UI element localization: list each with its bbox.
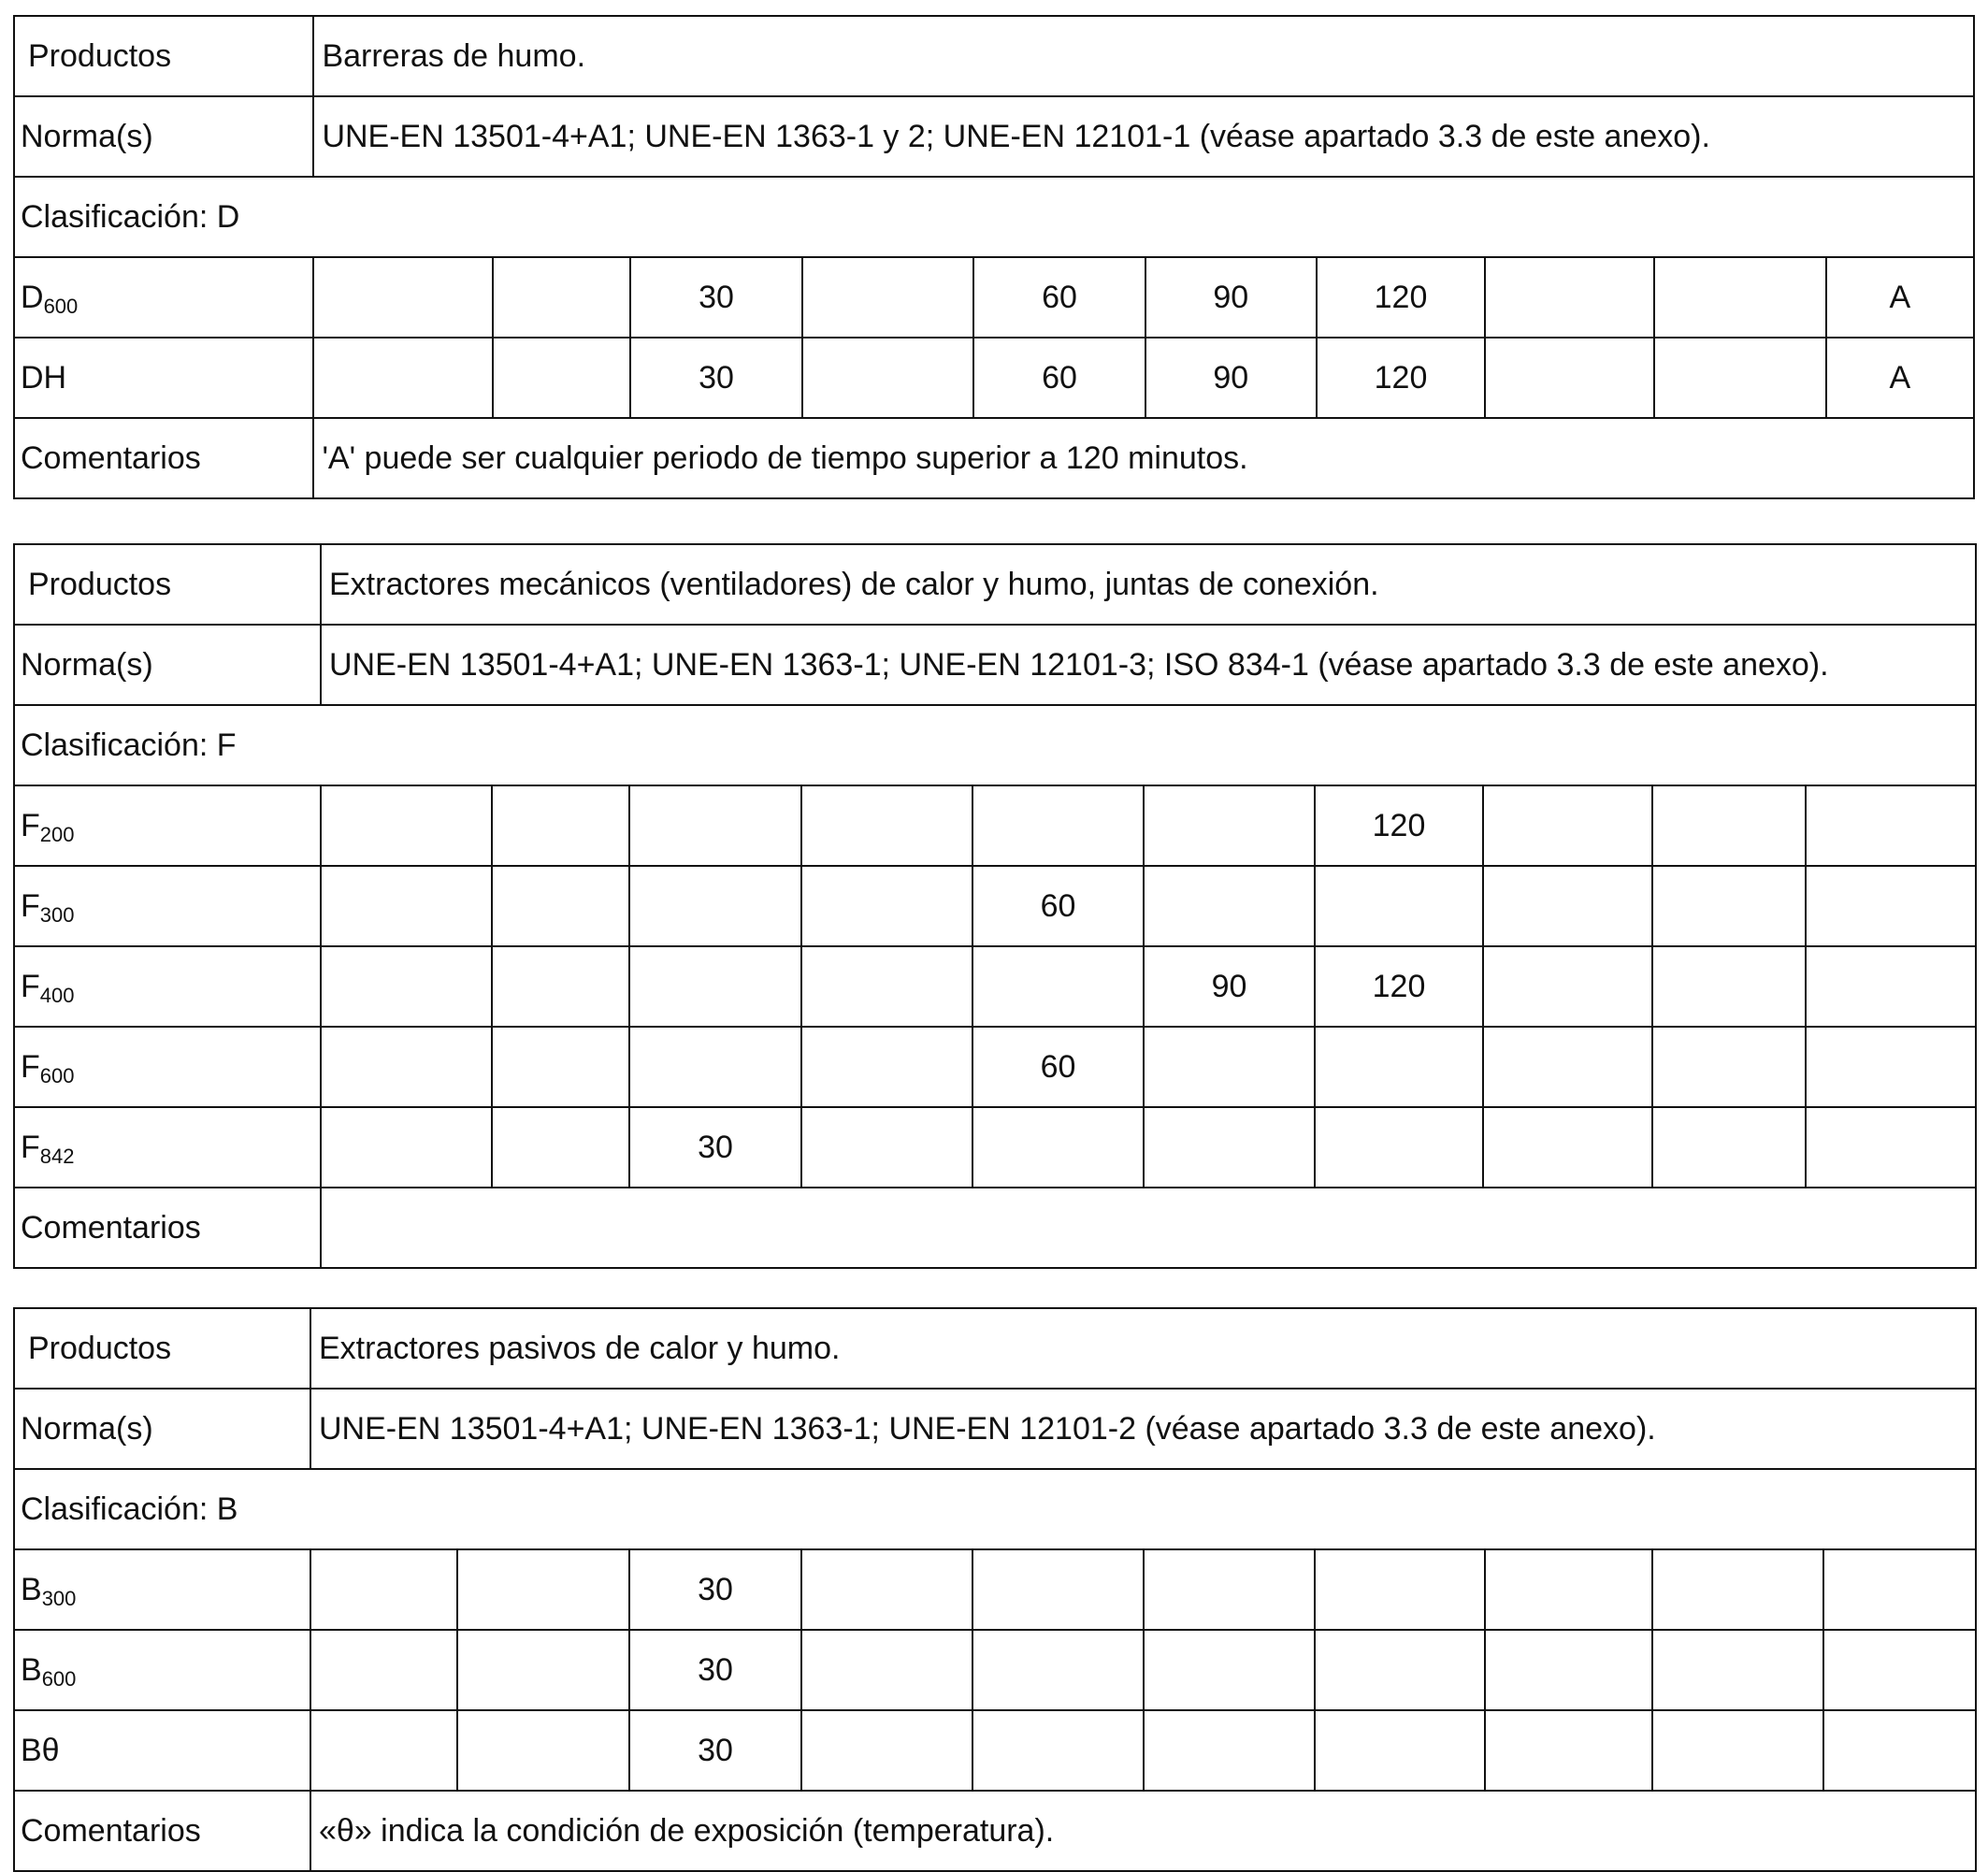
class-label — [14, 1549, 310, 1630]
class-value-cell — [1483, 1107, 1652, 1188]
class-value-cell: 30 — [629, 1107, 801, 1188]
norms-row — [14, 1389, 1976, 1469]
class-value-cell — [802, 257, 973, 338]
class-value-cell — [457, 1710, 629, 1791]
class-row — [14, 1630, 1976, 1710]
class-value-cell — [1483, 946, 1652, 1027]
class-label-subscript: 200 — [39, 822, 75, 846]
class-value-cell — [1315, 1027, 1483, 1107]
norms-row — [14, 625, 1976, 705]
class-row — [14, 946, 1976, 1027]
class-label-subscript: 600 — [41, 1666, 77, 1691]
class-value-cell — [1144, 1027, 1315, 1107]
class-value-cell — [1806, 946, 1976, 1027]
class-label — [14, 257, 313, 338]
class-label-main: Bθ — [21, 1732, 60, 1768]
class-value-cell — [1485, 1710, 1652, 1791]
classification-title: Clasificación: F — [14, 705, 1976, 785]
class-value-cell — [1652, 866, 1806, 946]
class-value-cell — [801, 946, 972, 1027]
class-value-cell — [1485, 338, 1654, 418]
products-row — [14, 1308, 1976, 1389]
class-value-cell — [1144, 1710, 1315, 1791]
classification-row — [14, 1469, 1976, 1549]
class-value-cell: 30 — [629, 1710, 801, 1791]
class-value-cell: 60 — [973, 257, 1145, 338]
class-value-cell — [972, 1710, 1144, 1791]
comments-row — [14, 1791, 1976, 1871]
class-row — [14, 1107, 1976, 1188]
class-row — [14, 785, 1976, 866]
class-label-subscript: 300 — [41, 1586, 77, 1610]
class-value-cell — [629, 866, 801, 946]
class-value-cell — [1654, 338, 1825, 418]
class-value-cell: A — [1826, 338, 1974, 418]
comments-row — [14, 418, 1974, 498]
class-value-cell — [1652, 785, 1806, 866]
class-value-cell: 120 — [1317, 257, 1485, 338]
class-value-cell: 120 — [1317, 338, 1485, 418]
class-value-cell — [801, 1027, 972, 1107]
class-value-cell — [1485, 1630, 1652, 1710]
class-value-cell: 60 — [972, 1027, 1144, 1107]
class-value-cell — [1315, 1549, 1485, 1630]
class-value-cell: 90 — [1145, 257, 1317, 338]
class-value-cell — [1652, 1549, 1823, 1630]
class-value-cell: 90 — [1144, 946, 1315, 1027]
class-label-main: F — [21, 887, 40, 924]
class-label — [14, 785, 321, 866]
class-value-cell — [1485, 257, 1654, 338]
class-value-cell — [1483, 1027, 1652, 1107]
norms-value: UNE-EN 13501-4+A1; UNE-EN 1363-1; UNE-EN 12101-3; ISO 834-1 (véase apartado 3.3 de este anexo). — [321, 625, 1976, 705]
class-label-subscript: 300 — [39, 902, 75, 927]
class-value-cell — [321, 1027, 492, 1107]
products-row — [14, 544, 1976, 625]
class-value-cell — [310, 1549, 457, 1630]
class-value-cell — [1806, 866, 1976, 946]
class-value-cell: 30 — [629, 1630, 801, 1710]
class-value-cell — [493, 257, 630, 338]
class-value-cell — [629, 946, 801, 1027]
class-value-cell — [1654, 257, 1825, 338]
class-value-cell — [313, 257, 492, 338]
class-row — [14, 1549, 1976, 1630]
class-label-main: F — [21, 1129, 40, 1165]
class-value-cell — [492, 1027, 629, 1107]
class-value-cell: 120 — [1315, 785, 1483, 866]
class-value-cell — [629, 785, 801, 866]
class-value-cell — [310, 1710, 457, 1791]
class-value-cell — [492, 866, 629, 946]
class-row — [14, 866, 1976, 946]
classification-title: Clasificación: D — [14, 177, 1974, 257]
norms-row — [14, 96, 1974, 177]
class-value-cell — [801, 1630, 972, 1710]
class-value-cell — [1485, 1549, 1652, 1630]
class-value-cell — [1652, 946, 1806, 1027]
class-value-cell — [1652, 1027, 1806, 1107]
class-value-cell — [972, 1549, 1144, 1630]
classification-table-f — [13, 543, 1977, 1269]
class-value-cell — [457, 1549, 629, 1630]
class-value-cell: 30 — [630, 257, 802, 338]
products-label: Productos — [14, 544, 321, 625]
class-row — [14, 257, 1974, 338]
classification-row — [14, 177, 1974, 257]
class-value-cell — [801, 1549, 972, 1630]
class-value-cell — [321, 785, 492, 866]
class-value-cell: A — [1826, 257, 1974, 338]
class-value-cell — [1483, 785, 1652, 866]
class-value-cell — [1315, 1630, 1485, 1710]
class-row — [14, 1027, 1976, 1107]
class-value-cell — [310, 1630, 457, 1710]
class-value-cell — [313, 338, 492, 418]
class-value-cell — [493, 338, 630, 418]
class-value-cell — [1144, 1630, 1315, 1710]
class-label — [14, 338, 313, 418]
class-label — [14, 946, 321, 1027]
class-row — [14, 1710, 1976, 1791]
norms-label: Norma(s) — [14, 96, 313, 177]
class-value-cell — [1315, 1710, 1485, 1791]
class-label-main: DH — [21, 359, 67, 396]
class-value-cell — [972, 785, 1144, 866]
class-value-cell — [321, 866, 492, 946]
class-value-cell — [1806, 785, 1976, 866]
class-value-cell — [1652, 1710, 1823, 1791]
class-value-cell: 30 — [629, 1549, 801, 1630]
comments-row — [14, 1188, 1976, 1268]
class-value-cell: 90 — [1145, 338, 1317, 418]
class-value-cell — [1823, 1710, 1976, 1791]
products-label: Productos — [14, 1308, 310, 1389]
class-value-cell — [801, 866, 972, 946]
class-value-cell — [321, 1107, 492, 1188]
products-value: Extractores mecánicos (ventiladores) de calor y humo, juntas de conexión. — [321, 544, 1976, 625]
products-value: Barreras de humo. — [313, 16, 1974, 96]
class-label-subscript: 400 — [39, 983, 75, 1007]
class-value-cell — [457, 1630, 629, 1710]
class-label-main: B — [21, 1571, 42, 1607]
norms-value: UNE-EN 13501-4+A1; UNE-EN 1363-1; UNE-EN 12101-2 (véase apartado 3.3 de este anexo). — [310, 1389, 1976, 1469]
class-value-cell — [972, 1630, 1144, 1710]
class-value-cell — [1144, 1107, 1315, 1188]
norms-label: Norma(s) — [14, 1389, 310, 1469]
class-value-cell: 60 — [972, 866, 1144, 946]
class-value-cell — [801, 1107, 972, 1188]
class-label-main: B — [21, 1651, 42, 1688]
class-value-cell: 120 — [1315, 946, 1483, 1027]
class-value-cell — [1483, 866, 1652, 946]
class-value-cell: 30 — [630, 338, 802, 418]
class-label — [14, 1630, 310, 1710]
class-row — [14, 338, 1974, 418]
comments-value: «θ» indica la condición de exposición (temperatura). — [310, 1791, 1976, 1871]
class-label-main: F — [21, 968, 40, 1004]
norms-value: UNE-EN 13501-4+A1; UNE-EN 1363-1 y 2; UNE-EN 12101-1 (véase apartado 3.3 de este anexo). — [313, 96, 1974, 177]
classification-title: Clasificación: B — [14, 1469, 1976, 1549]
class-value-cell — [1823, 1630, 1976, 1710]
norms-label: Norma(s) — [14, 625, 321, 705]
class-value-cell — [629, 1027, 801, 1107]
classification-row — [14, 705, 1976, 785]
class-label-main: D — [21, 279, 44, 315]
class-value-cell — [1315, 866, 1483, 946]
comments-value — [321, 1188, 1976, 1268]
class-value-cell — [1652, 1630, 1823, 1710]
class-value-cell — [1144, 866, 1315, 946]
class-value-cell — [972, 1107, 1144, 1188]
class-value-cell — [1144, 1549, 1315, 1630]
class-value-cell — [1806, 1107, 1976, 1188]
class-value-cell: 60 — [973, 338, 1145, 418]
class-value-cell — [972, 946, 1144, 1027]
classification-table-b — [13, 1307, 1977, 1872]
class-value-cell — [492, 1107, 629, 1188]
class-label-subscript: 600 — [39, 1063, 75, 1087]
class-value-cell — [801, 1710, 972, 1791]
class-value-cell — [1315, 1107, 1483, 1188]
products-row — [14, 16, 1974, 96]
class-label — [14, 1107, 321, 1188]
class-value-cell — [492, 946, 629, 1027]
class-label — [14, 1710, 310, 1791]
class-value-cell — [1652, 1107, 1806, 1188]
class-label-subscript: 842 — [39, 1144, 75, 1168]
class-value-cell — [1823, 1549, 1976, 1630]
class-label-main: F — [21, 807, 40, 843]
classification-table-d — [13, 15, 1975, 499]
comments-label: Comentarios — [14, 1188, 321, 1268]
class-label-subscript: 600 — [43, 294, 79, 318]
class-value-cell — [321, 946, 492, 1027]
comments-label: Comentarios — [14, 1791, 310, 1871]
class-value-cell — [802, 338, 973, 418]
products-value: Extractores pasivos de calor y humo. — [310, 1308, 1976, 1389]
class-label — [14, 1027, 321, 1107]
class-label-main: F — [21, 1048, 40, 1085]
class-value-cell — [801, 785, 972, 866]
class-value-cell — [1144, 785, 1315, 866]
class-value-cell — [492, 785, 629, 866]
products-label: Productos — [14, 16, 313, 96]
comments-value: 'A' puede ser cualquier periodo de tiempo superior a 120 minutos. — [313, 418, 1974, 498]
class-label — [14, 866, 321, 946]
comments-label: Comentarios — [14, 418, 313, 498]
class-value-cell — [1806, 1027, 1976, 1107]
